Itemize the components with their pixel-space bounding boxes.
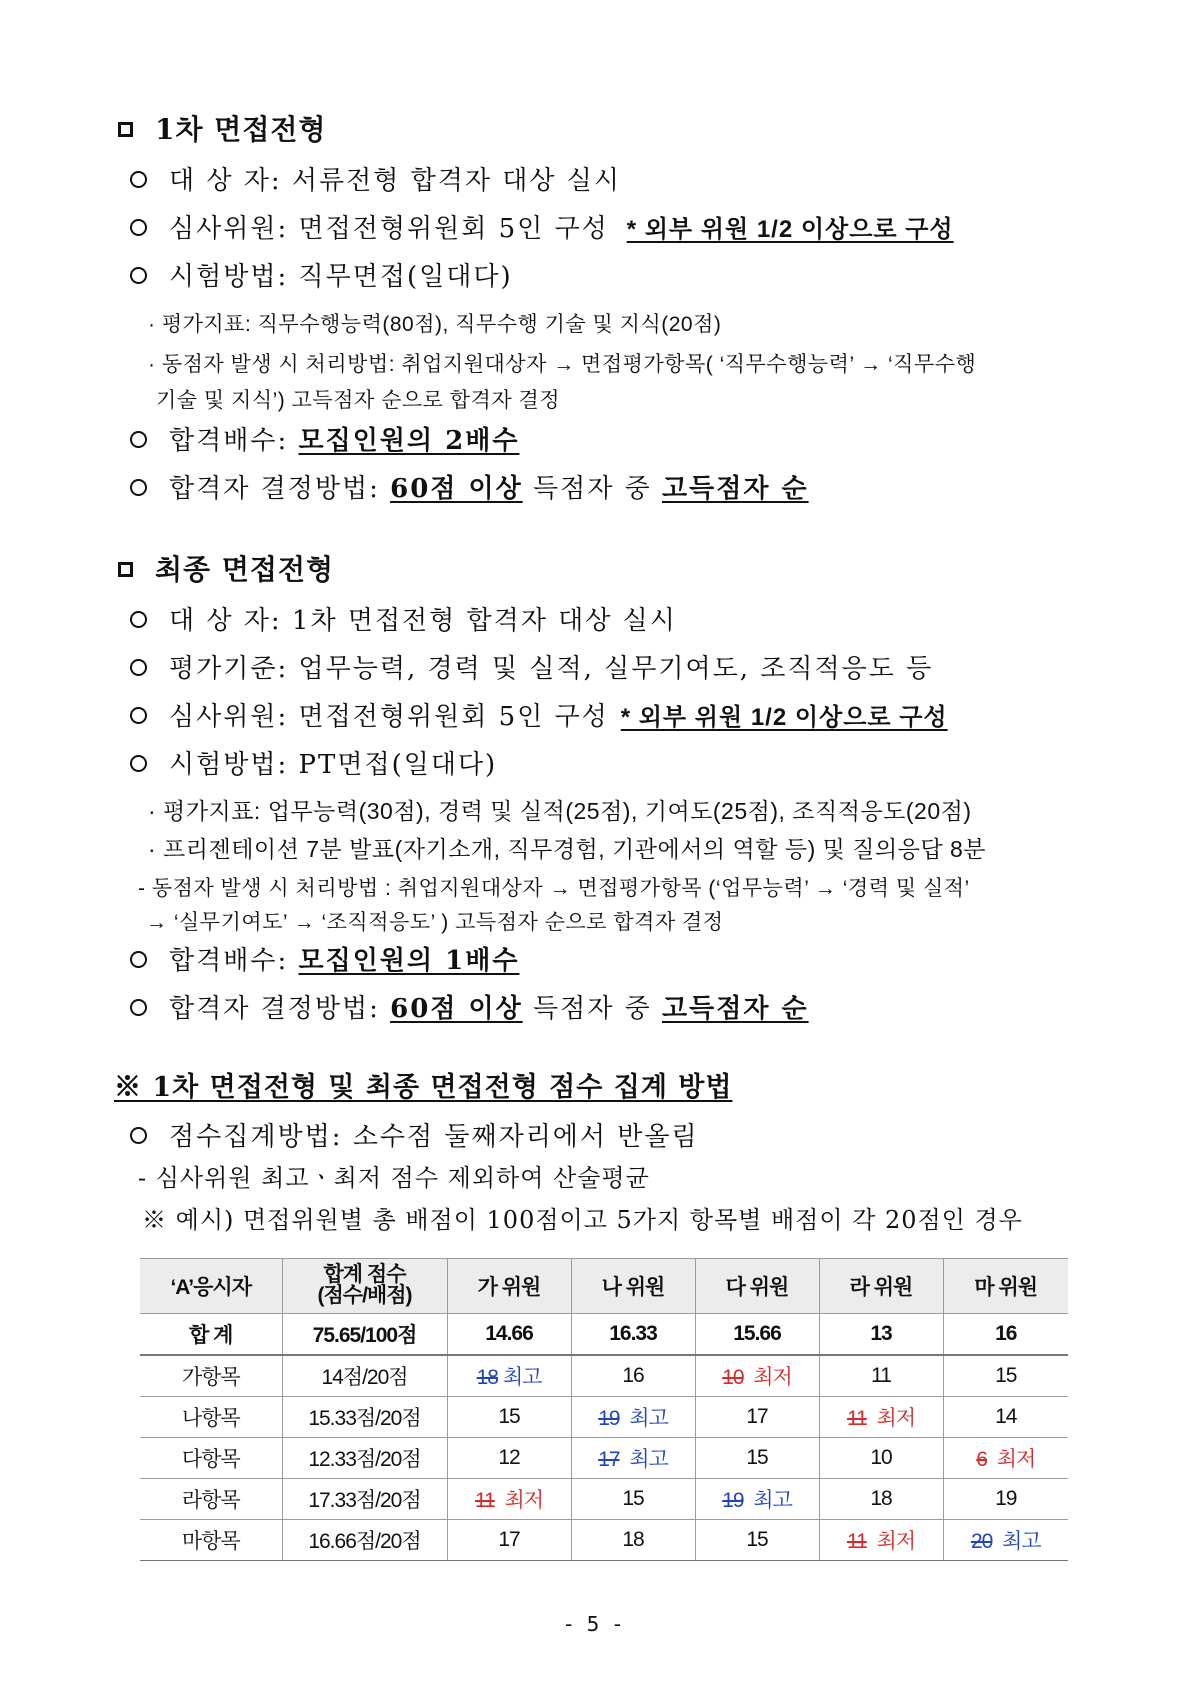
s2-ratio-value: 모집인원의 1배수 bbox=[298, 946, 520, 976]
header-total-line1: 합계 점수 bbox=[323, 1263, 406, 1286]
s2-decision-line bbox=[130, 996, 809, 1022]
header-total-line2: (점수/배점) bbox=[317, 1284, 412, 1307]
s1-decision-line bbox=[130, 476, 809, 502]
circle-bullet-icon bbox=[130, 219, 147, 236]
highest-tag: 최고 bbox=[502, 1366, 542, 1389]
circle-bullet-icon bbox=[130, 707, 147, 724]
s1-decision-label: 합격자 결정방법: bbox=[169, 474, 380, 504]
section3-title: ※ 1차 면접전형 및 최종 면접전형 점수 집계 방법 bbox=[114, 1072, 733, 1103]
cell-na: 18 bbox=[571, 1520, 695, 1561]
lowest-score: 11 bbox=[474, 1489, 495, 1512]
cell-na bbox=[571, 1438, 695, 1479]
s1-decision-order: 고득점자 순 bbox=[661, 474, 809, 504]
cell-na bbox=[571, 1397, 695, 1438]
s1-target-line bbox=[130, 168, 621, 194]
cell-ma bbox=[943, 1520, 1068, 1561]
header-ga: 가 위원 bbox=[447, 1259, 571, 1314]
page-number: - 5 - bbox=[565, 1612, 625, 1636]
cell-ma bbox=[943, 1438, 1068, 1479]
score-table bbox=[140, 1258, 1068, 1561]
checkbox-square-icon bbox=[118, 122, 133, 137]
header-ra: 라 위원 bbox=[819, 1259, 943, 1314]
cell-ga bbox=[447, 1479, 571, 1520]
highest-tag: 최고 bbox=[753, 1489, 792, 1512]
s1-ratio-line bbox=[130, 428, 519, 454]
section1-heading bbox=[118, 113, 327, 146]
cell-ma: 19 bbox=[943, 1479, 1068, 1520]
row-score: 16.66점/20점 bbox=[282, 1520, 447, 1561]
cell-da: 15 bbox=[695, 1520, 819, 1561]
table-row bbox=[140, 1438, 1068, 1479]
s1-method-value: 직무면접(일대다) bbox=[298, 262, 513, 292]
header-ma: 마 위원 bbox=[943, 1259, 1068, 1314]
s1-committee-note: * 외부 위원 1/2 이상으로 구성 bbox=[626, 216, 954, 243]
highest-score: 20 bbox=[970, 1530, 993, 1553]
lowest-tag: 최저 bbox=[876, 1407, 916, 1430]
cell-ra: 11 bbox=[819, 1355, 943, 1397]
table-header-row bbox=[140, 1259, 1068, 1314]
cell-da bbox=[695, 1355, 819, 1397]
s3-calc-label: 점수집계방법: bbox=[169, 1122, 343, 1152]
row-score: 14점/20점 bbox=[282, 1355, 447, 1397]
row-score: 15.33점/20점 bbox=[282, 1397, 447, 1438]
lowest-score: 11 bbox=[846, 1407, 867, 1430]
s1-method-label: 시험방법: bbox=[169, 262, 289, 292]
highest-tag: 최고 bbox=[629, 1448, 668, 1471]
lowest-tag: 최저 bbox=[753, 1366, 792, 1389]
row-label: 다항목 bbox=[140, 1438, 282, 1479]
cell-ga: 17 bbox=[447, 1520, 571, 1561]
s1-committee-line bbox=[130, 216, 954, 242]
row-label: 마항목 bbox=[140, 1520, 282, 1561]
cell-ra bbox=[819, 1397, 943, 1438]
highest-score: 17 bbox=[598, 1448, 620, 1471]
s2-target-label: 대 상 자: bbox=[169, 606, 282, 636]
s2-committee-value: 면접전형위원회 5인 구성 bbox=[298, 702, 609, 732]
table-row bbox=[140, 1479, 1068, 1520]
s3-calc-line bbox=[130, 1124, 699, 1150]
header-total bbox=[282, 1259, 447, 1314]
highest-tag: 최고 bbox=[1001, 1530, 1041, 1553]
s2-decision-order: 고득점자 순 bbox=[661, 994, 809, 1024]
s2-tie-line2: → ‘실무기여도’ → ‘조직적응도’ ) 고득점자 순으로 합격자 결정 bbox=[146, 911, 724, 934]
row-label: 가항목 bbox=[140, 1355, 282, 1397]
s2-decision-mid: 득점자 중 bbox=[532, 994, 652, 1024]
s2-ratio-line bbox=[130, 948, 519, 974]
total-ma: 16 bbox=[943, 1314, 1068, 1356]
circle-bullet-icon bbox=[130, 755, 147, 772]
checkbox-square-icon bbox=[118, 562, 133, 577]
total-da: 15.66 bbox=[695, 1314, 819, 1356]
circle-bullet-icon bbox=[130, 999, 147, 1016]
lowest-score: 11 bbox=[846, 1530, 867, 1553]
section1-title: 1차 면접전형 bbox=[155, 113, 327, 146]
header-na: 나 위원 bbox=[571, 1259, 695, 1314]
cell-ga bbox=[447, 1355, 571, 1397]
s2-criteria-label: 평가기준: bbox=[169, 654, 289, 684]
cell-na: 16 bbox=[571, 1355, 695, 1397]
circle-bullet-icon bbox=[130, 171, 147, 188]
total-ra: 13 bbox=[819, 1314, 943, 1356]
s1-target-label: 대 상 자: bbox=[169, 166, 282, 196]
row-label: 나항목 bbox=[140, 1397, 282, 1438]
s1-ratio-label: 합격배수: bbox=[169, 426, 289, 456]
s2-method-line bbox=[130, 752, 497, 778]
s1-eval-line: · 평가지표: 직무수행능력(80점), 직무수행 기술 및 지식(20점) bbox=[148, 313, 722, 336]
lowest-tag: 최저 bbox=[504, 1489, 544, 1512]
s1-tie-line1: · 동점자 발생 시 처리방법: 취업지원대상자 → 면접평가항목( ‘직무수행능력’ → ‘직무수행 bbox=[148, 353, 977, 376]
table-row bbox=[140, 1397, 1068, 1438]
total-score: 75.65/100점 bbox=[282, 1314, 447, 1356]
highest-score: 19 bbox=[722, 1489, 744, 1512]
highest-score: 19 bbox=[598, 1407, 620, 1430]
s2-committee-line bbox=[130, 704, 948, 730]
section2-title: 최종 면접전형 bbox=[155, 553, 335, 586]
s2-committee-label: 심사위원: bbox=[169, 702, 289, 732]
s2-target-value: 1차 면접전형 합격자 대상 실시 bbox=[291, 606, 677, 636]
table-row bbox=[140, 1520, 1068, 1561]
table-total-row bbox=[140, 1314, 1068, 1356]
s2-tie-line1: - 동점자 발생 시 처리방법 : 취업지원대상자 → 면접평가항목 (‘업무능력’ → ‘경력 및 실적’ bbox=[138, 877, 970, 900]
cell-ma: 15 bbox=[943, 1355, 1068, 1397]
header-candidate: ‘A’응시자 bbox=[140, 1259, 282, 1314]
cell-na: 15 bbox=[571, 1479, 695, 1520]
cell-ra: 18 bbox=[819, 1479, 943, 1520]
s2-method-value: PT면접(일대다) bbox=[298, 750, 498, 780]
s1-committee-value: 면접전형위원회 5인 구성 bbox=[298, 214, 609, 244]
cell-ga: 12 bbox=[447, 1438, 571, 1479]
lowest-tag: 최저 bbox=[996, 1448, 1036, 1471]
highest-score: 18 bbox=[476, 1366, 498, 1389]
circle-bullet-icon bbox=[130, 659, 147, 676]
s1-decision-score: 60점 이상 bbox=[390, 474, 523, 504]
highest-tag: 최고 bbox=[629, 1407, 668, 1430]
s3-calc-sub: - 심사위원 최고ㆍ최저 점수 제외하여 산술평균 bbox=[138, 1164, 650, 1192]
cell-ra: 10 bbox=[819, 1438, 943, 1479]
s1-method-line bbox=[130, 264, 513, 290]
s2-method-label: 시험방법: bbox=[169, 750, 289, 780]
s2-decision-score: 60점 이상 bbox=[390, 994, 523, 1024]
s2-ratio-label: 합격배수: bbox=[169, 946, 289, 976]
row-score: 17.33점/20점 bbox=[282, 1479, 447, 1520]
section2-heading bbox=[118, 553, 335, 586]
circle-bullet-icon bbox=[130, 951, 147, 968]
circle-bullet-icon bbox=[130, 267, 147, 284]
s2-target-line bbox=[130, 608, 677, 634]
s2-committee-note: * 외부 위원 1/2 이상으로 구성 bbox=[620, 704, 948, 731]
s1-target-value: 서류전형 합격자 대상 실시 bbox=[291, 166, 621, 196]
cell-ga: 15 bbox=[447, 1397, 571, 1438]
circle-bullet-icon bbox=[130, 611, 147, 628]
s1-committee-label: 심사위원: bbox=[169, 214, 289, 244]
s2-eval-line: · 평가지표: 업무능력(30점), 경력 및 실적(25점), 기여도(25점), 조직적응도(20점) bbox=[148, 798, 972, 824]
s1-ratio-value: 모집인원의 2배수 bbox=[298, 426, 520, 456]
lowest-tag: 최저 bbox=[876, 1530, 916, 1553]
lowest-score: 6 bbox=[976, 1448, 987, 1471]
total-ga: 14.66 bbox=[447, 1314, 571, 1356]
cell-ma: 14 bbox=[943, 1397, 1068, 1438]
s2-criteria-value: 업무능력, 경력 및 실적, 실무기여도, 조직적응도 등 bbox=[298, 654, 934, 684]
total-na: 16.33 bbox=[571, 1314, 695, 1356]
row-label: 라항목 bbox=[140, 1479, 282, 1520]
s2-presentation-line: · 프리젠테이션 7분 발표(자기소개, 직무경험, 기관에서의 역할 등) 및 질의응답 8분 bbox=[148, 836, 987, 862]
row-score: 12.33점/20점 bbox=[282, 1438, 447, 1479]
circle-bullet-icon bbox=[130, 431, 147, 448]
cell-da: 17 bbox=[695, 1397, 819, 1438]
s2-decision-label: 합격자 결정방법: bbox=[169, 994, 380, 1024]
s2-criteria-line bbox=[130, 656, 933, 682]
cell-ra bbox=[819, 1520, 943, 1561]
table-row bbox=[140, 1355, 1068, 1397]
cell-da: 15 bbox=[695, 1438, 819, 1479]
circle-bullet-icon bbox=[130, 1127, 147, 1144]
lowest-score: 10 bbox=[722, 1366, 744, 1389]
s1-decision-mid: 득점자 중 bbox=[532, 474, 652, 504]
s1-tie-line2: 기술 및 지식’) 고득점자 순으로 합격자 결정 bbox=[156, 389, 561, 412]
s3-calc-value: 소수점 둘째자리에서 반올림 bbox=[352, 1122, 699, 1152]
s3-example: ※ 예시) 면접위원별 총 배점이 100점이고 5가지 항목별 배점이 각 20점인 경우 bbox=[142, 1206, 1023, 1234]
total-label: 합 계 bbox=[140, 1314, 282, 1356]
cell-da bbox=[695, 1479, 819, 1520]
circle-bullet-icon bbox=[130, 479, 147, 496]
header-da: 다 위원 bbox=[695, 1259, 819, 1314]
